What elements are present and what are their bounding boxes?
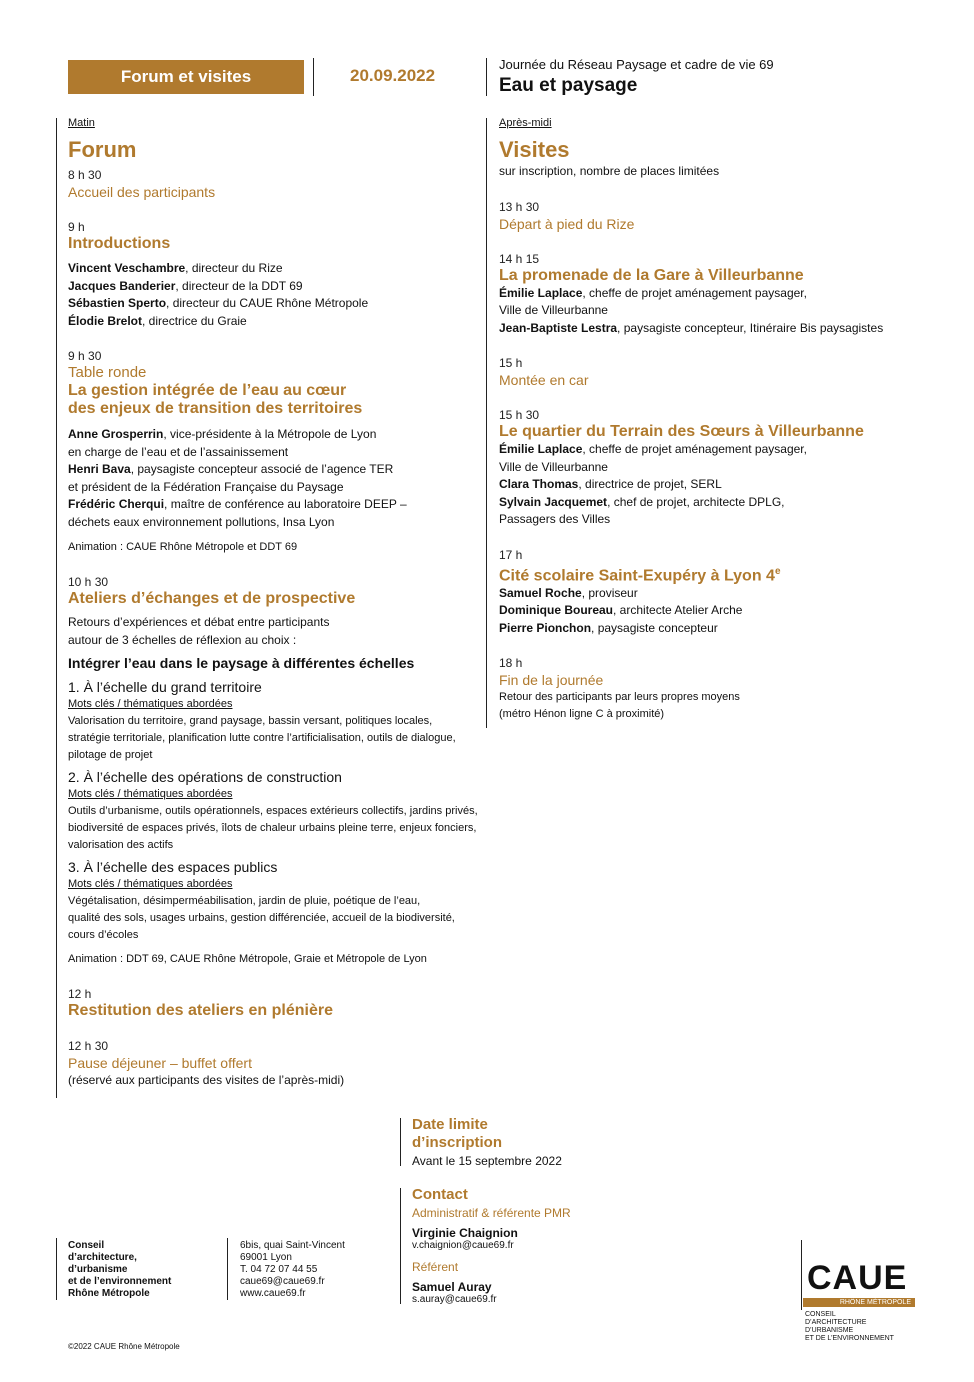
keywords-text: Végétalisation, désimperméabilisation, jardin de pluie, poétique de l’eau, — [68, 895, 421, 907]
logo-rule — [801, 1240, 802, 1310]
speaker: Vincent Veschambre, directeur du Rize — [68, 261, 283, 275]
keywords-text: cours d’écoles — [68, 929, 139, 941]
event-series: Journée du Réseau Paysage et cadre de vie 69 — [499, 57, 774, 72]
speaker: Sébastien Sperto, directeur du CAUE Rhône Métropole — [68, 296, 369, 310]
agenda-heading: Introductions — [68, 235, 171, 252]
contact-role: Référent — [412, 1260, 459, 1274]
keywords-text: Outils d’urbanisme, outils opérationnels, espaces extérieurs collectifs, jardins privés, — [68, 805, 478, 817]
agenda-heading: Le quartier du Terrain des Sœurs à Villeurbanne — [499, 423, 864, 440]
contact-email[interactable]: s.auray@caue69.fr — [412, 1294, 497, 1305]
logo-subtitle: CONSEIL D’ARCHITECTURE D’URBANISME ET DE L’ENVIRONNEMENT — [805, 1311, 894, 1342]
speaker-detail: Ville de Villeurbanne — [499, 459, 608, 474]
animation-note: Animation : DDT 69, CAUE Rhône Métropole, Graie et Métropole de Lyon — [68, 953, 427, 965]
speaker-detail: Ville de Villeurbanne — [499, 303, 608, 317]
agenda-heading: La gestion intégrée de l’eau au cœur — [68, 382, 347, 399]
description: autour de 3 échelles de réflexion au choix : — [68, 632, 297, 647]
time: 17 h — [499, 547, 523, 562]
agenda-heading: Cité scolaire Saint-Exupéry à Lyon 4e — [499, 565, 781, 584]
speaker: Jacques Banderier, directeur de la DDT 69 — [68, 278, 303, 293]
divider — [486, 58, 487, 96]
agenda-heading: Restitution des ateliers en plénière — [68, 1002, 333, 1019]
time: 12 h 30 — [68, 1039, 109, 1053]
deadline-block — [412, 1116, 612, 1171]
agenda-item: Fin de la journée — [499, 672, 604, 689]
time: 15 h — [499, 356, 523, 370]
section-label: Matin — [68, 117, 95, 129]
deadline-date: Avant le 15 septembre 2022 — [412, 1154, 562, 1168]
event-date: 20.09.2022 — [350, 66, 436, 85]
caue-logo: CAUE RHÔNE MÉTROPOLE CONSEIL D’ARCHITECTURE D’URBANISME ET DE L’ENVIRONNEMENT — [803, 1240, 915, 1343]
speaker: Émilie Laplace, cheffe de projet aménagement paysager, — [499, 285, 807, 300]
workshop-scale: 1. À l’échelle du grand territoire — [68, 679, 262, 695]
left-column-rule — [56, 118, 57, 1098]
deadline-title: d’inscription — [412, 1134, 502, 1151]
agenda-heading: La promenade de la Gare à Villeurbanne — [499, 266, 804, 284]
contact-block — [412, 1186, 612, 1306]
speaker: Pierre Pionchon, paysagiste concepteur — [499, 620, 718, 635]
workshop-scale: 3. À l’échelle des espaces publics — [68, 859, 278, 875]
deadline-title: Date limite — [412, 1116, 488, 1133]
time: 15 h 30 — [499, 408, 540, 422]
speaker: Dominique Boureau, architecte Atelier Arche — [499, 603, 743, 618]
speaker: Émilie Laplace, cheffe de projet aménagement paysager, — [499, 442, 807, 456]
speaker-detail: Passagers des Villes — [499, 512, 611, 526]
contact-email[interactable]: v.chaignion@caue69.fr — [412, 1240, 514, 1251]
speaker: Clara Thomas, directrice de projet, SERL — [499, 477, 722, 491]
agenda-item: Montée en car — [499, 372, 589, 388]
description: Retours d’expériences et débat entre participants — [68, 615, 330, 629]
contact-title: Contact — [412, 1186, 468, 1203]
org-name: Conseil d’architecture, d’urbanisme et de l’environnement Rhône Métropole — [68, 1240, 172, 1299]
keywords-label: Mots clés / thématiques abordées — [68, 788, 233, 800]
speaker: Anne Grosperrin, vice-présidente à la Métropole de Lyon — [68, 427, 377, 441]
time: 10 h 30 — [68, 575, 109, 589]
keywords-label: Mots clés / thématiques abordées — [68, 698, 233, 710]
section-label: Après-midi — [499, 117, 552, 129]
time: 14 h 15 — [499, 251, 540, 266]
contact-role: Administratif & référente PMR — [412, 1206, 571, 1220]
agenda-subtitle: Table ronde — [68, 364, 147, 381]
keywords-text: qualité des sols, usages urbains, gestion différenciée, accueil de la biodiversité, — [68, 912, 455, 924]
time: 18 h — [499, 656, 523, 671]
animation-note: Animation : CAUE Rhône Métropole et DDT 69 — [68, 541, 298, 553]
morning-column — [68, 117, 478, 1090]
keywords-text: valorisation des actifs — [68, 839, 174, 851]
section-title: Visites — [499, 137, 570, 162]
divider — [400, 1118, 401, 1166]
agenda-note: (métro Hénon ligne C à proximité) — [499, 708, 665, 721]
afternoon-column — [499, 117, 939, 723]
speaker: Frédéric Cherqui, maître de conférence au laboratoire DEEP – — [68, 497, 407, 511]
page-title: Eau et paysage — [499, 75, 638, 96]
time: 9 h — [68, 220, 85, 234]
section-note: sur inscription, nombre de places limitées — [499, 164, 720, 178]
speaker-detail: déchets eaux environnement pollutions, Insa Lyon — [68, 514, 335, 529]
time: 9 h 30 — [68, 349, 102, 363]
divider — [56, 1238, 57, 1300]
keywords-text: pilotage de projet — [68, 749, 153, 761]
speaker-list — [68, 260, 478, 330]
divider — [400, 1188, 401, 1304]
contact-name: Virginie Chaignion — [412, 1226, 518, 1240]
speaker: Henri Bava, paysagiste concepteur associé de l’agence TER — [68, 462, 394, 476]
speaker: Sylvain Jacquemet, chef de projet, architecte DPLG, — [499, 494, 785, 509]
keywords-label: Mots clés / thématiques abordées — [68, 878, 233, 890]
contact-name: Samuel Auray — [412, 1280, 492, 1294]
org-website[interactable]: www.caue69.fr — [240, 1288, 306, 1299]
agenda-note: Retour des participants par leurs propres moyens — [499, 691, 740, 704]
org-address: 6bis, quai Saint-Vincent 69001 Lyon T. 04 72 07 44 55 caue69@caue69.fr www.caue69.fr — [240, 1240, 390, 1300]
speaker-detail: en charge de l’eau et de l’assainissement — [68, 444, 289, 459]
org-email[interactable]: caue69@caue69.fr — [240, 1276, 325, 1287]
copyright: ©2022 CAUE Rhône Métropole — [68, 1342, 180, 1351]
speaker: Jean-Baptiste Lestra, paysagiste concepteur, Itinéraire Bis paysagistes — [499, 320, 884, 335]
agenda-note: (réservé aux participants des visites de l’après-midi) — [68, 1073, 345, 1087]
keywords-text: biodiversité de espaces privés, îlots de chaleur urbains pleine terre, enjeux fonciers, — [68, 822, 477, 834]
speaker-list — [68, 426, 478, 531]
time: 8 h 30 — [68, 168, 102, 182]
speaker: Élodie Brelot, directrice du Graie — [68, 313, 247, 328]
time: 12 h — [68, 987, 92, 1001]
time: 13 h 30 — [499, 199, 540, 214]
agenda-item: Accueil des participants — [68, 184, 216, 200]
agenda-item: Pause déjeuner – buffet offert — [68, 1055, 252, 1071]
keywords-text: stratégie territoriale, planification lutte contre l’artificialisation, outils de dialogue, — [68, 732, 456, 744]
forum-visites-badge: Forum et visites — [68, 60, 304, 94]
workshop-theme: Intégrer l’eau dans le paysage à différentes échelles — [68, 655, 415, 671]
agenda-heading: des enjeux de transition des territoires — [68, 400, 363, 417]
section-title: Forum — [68, 137, 137, 162]
divider — [313, 58, 314, 96]
keywords-text: Valorisation du territoire, grand paysage, bassin versant, politiques locales, — [68, 715, 433, 727]
agenda-heading: Ateliers d’échanges et de prospective — [68, 590, 356, 607]
speaker: Samuel Roche, proviseur — [499, 585, 638, 600]
right-column-rule — [486, 118, 487, 728]
agenda-item: Départ à pied du Rize — [499, 215, 635, 232]
divider — [227, 1238, 228, 1300]
speaker-detail: et président de la Fédération Française du Paysage — [68, 479, 344, 494]
workshop-scale: 2. À l’échelle des opérations de construction — [68, 769, 342, 785]
